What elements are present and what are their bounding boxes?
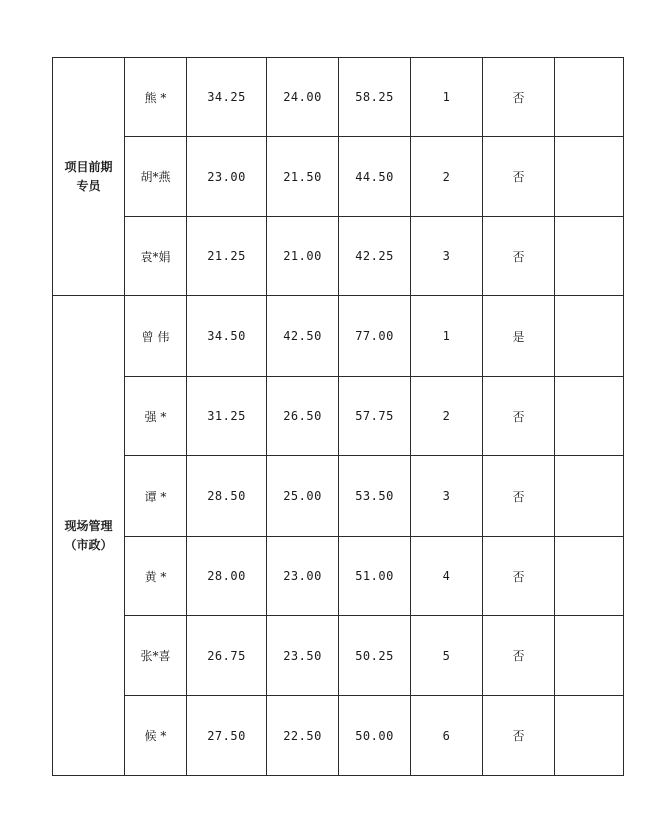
rank-cell: 4	[411, 537, 483, 616]
score2-cell: 25.00	[267, 456, 339, 537]
total-cell: 58.25	[339, 58, 411, 137]
selected-cell: 否	[483, 456, 555, 537]
table-row	[53, 217, 624, 296]
score-table	[52, 57, 624, 776]
note-cell	[555, 616, 624, 696]
score2-cell: 21.50	[267, 137, 339, 217]
score1-cell: 31.25	[187, 377, 267, 456]
rank-cell: 6	[411, 696, 483, 776]
selected-cell: 否	[483, 217, 555, 296]
total-cell: 42.25	[339, 217, 411, 296]
selected-cell: 否	[483, 137, 555, 217]
rank-cell: 2	[411, 137, 483, 217]
note-cell	[555, 377, 624, 456]
score1-cell: 21.25	[187, 217, 267, 296]
name-cell: 袁*娟	[125, 217, 187, 296]
total-cell: 50.25	[339, 616, 411, 696]
total-cell: 51.00	[339, 537, 411, 616]
name-cell: 候 *	[125, 696, 187, 776]
total-cell: 50.00	[339, 696, 411, 776]
score2-cell: 23.00	[267, 537, 339, 616]
score2-cell: 21.00	[267, 217, 339, 296]
name-cell: 强 *	[125, 377, 187, 456]
rank-cell: 2	[411, 377, 483, 456]
score1-cell: 28.50	[187, 456, 267, 537]
score1-cell: 28.00	[187, 537, 267, 616]
note-cell	[555, 696, 624, 776]
selected-cell: 否	[483, 377, 555, 456]
total-cell: 53.50	[339, 456, 411, 537]
name-cell: 张*喜	[125, 616, 187, 696]
score2-cell: 42.50	[267, 296, 339, 377]
score1-cell: 26.75	[187, 616, 267, 696]
name-cell: 谭 *	[125, 456, 187, 537]
selected-cell: 否	[483, 58, 555, 137]
table-row	[53, 616, 624, 696]
total-cell: 44.50	[339, 137, 411, 217]
note-cell	[555, 137, 624, 217]
rank-cell: 5	[411, 616, 483, 696]
score1-cell: 27.50	[187, 696, 267, 776]
note-cell	[555, 537, 624, 616]
rank-cell: 3	[411, 456, 483, 537]
rank-cell: 1	[411, 296, 483, 377]
table-row	[53, 137, 624, 217]
score1-cell: 34.50	[187, 296, 267, 377]
name-cell: 黄 *	[125, 537, 187, 616]
total-cell: 57.75	[339, 377, 411, 456]
score2-cell: 22.50	[267, 696, 339, 776]
note-cell	[555, 456, 624, 537]
note-cell	[555, 217, 624, 296]
score2-cell: 24.00	[267, 58, 339, 137]
total-cell: 77.00	[339, 296, 411, 377]
table-row	[53, 296, 624, 377]
selected-cell: 否	[483, 616, 555, 696]
table-row	[53, 456, 624, 537]
selected-cell: 否	[483, 537, 555, 616]
table-row	[53, 696, 624, 776]
score2-cell: 26.50	[267, 377, 339, 456]
position-cell: 项目前期 专员	[53, 58, 125, 296]
score1-cell: 34.25	[187, 58, 267, 137]
selected-cell: 是	[483, 296, 555, 377]
name-cell: 胡*燕	[125, 137, 187, 217]
note-cell	[555, 296, 624, 377]
selected-cell: 否	[483, 696, 555, 776]
name-cell: 熊 *	[125, 58, 187, 137]
rank-cell: 1	[411, 58, 483, 137]
table-row	[53, 537, 624, 616]
table-row	[53, 377, 624, 456]
table-row	[53, 58, 624, 137]
name-cell: 曾 伟	[125, 296, 187, 377]
rank-cell: 3	[411, 217, 483, 296]
score1-cell: 23.00	[187, 137, 267, 217]
note-cell	[555, 58, 624, 137]
position-cell: 现场管理 （市政）	[53, 296, 125, 776]
score2-cell: 23.50	[267, 616, 339, 696]
